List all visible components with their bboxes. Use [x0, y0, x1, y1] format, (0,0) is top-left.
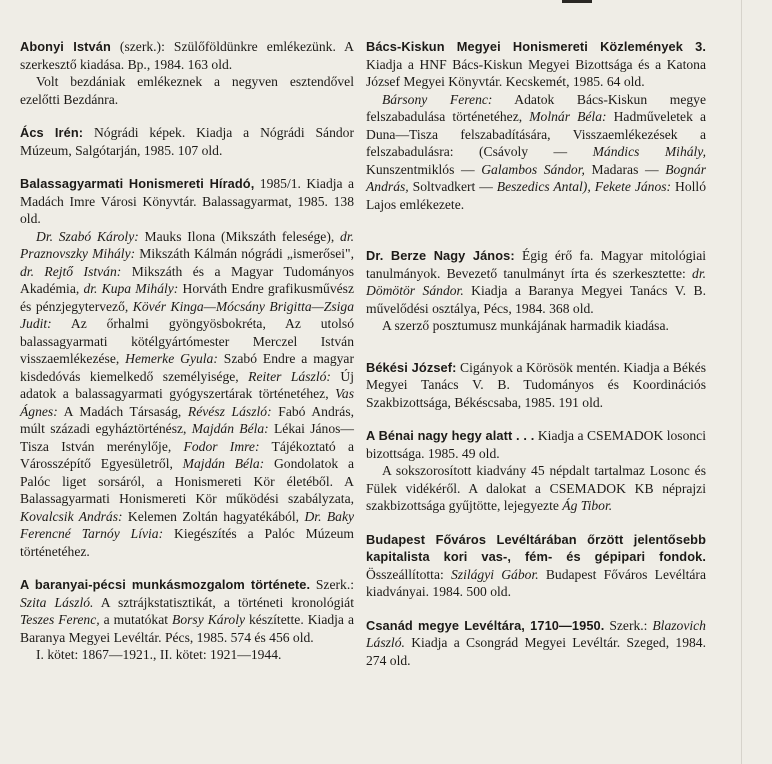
entry-title: Balassagyarmati Honismereti Híradó, — [20, 176, 255, 191]
entry-title: Csanád megye Levéltára, 1710—1950. — [366, 617, 605, 633]
entry-balassagyarmat — [20, 175, 354, 560]
entry-text: Abonyi István (szerk.): Szülőföldünkre emlékezünk. A szerkesztő kiadása. Bp., 1984. 163 old. — [20, 39, 354, 72]
entry-note: I. kötet: 1867—1921., II. kötet: 1921—1944. — [36, 647, 282, 662]
entry-bacs-kiskun — [366, 38, 706, 213]
entry-baranyai-pecsi — [20, 576, 354, 664]
entry-title: Budapest Főváros Levéltárában őrzött jelentősebb kapitalista kori vas-, fém- és gépipari fondok. — [366, 531, 706, 564]
entry-budapest — [366, 531, 706, 601]
entry-text: Bács-Kiskun Megyei Honismereti Közlemények 3. Kiadja a HNF Bács-Kiskun Megyei Bizottsága és a Katona József Megyei Könyvtár. Kecskemét, 1985. 64 old. — [366, 39, 706, 89]
entry-text: Budapest Főváros Levéltárában őrzött jelentősebb kapitalista kori vas-, fém- és gépipari fondok. Összeállította: Szilágyi Gábor. Budapest Főváros Levéltára kiadványai. 1984. 500 old. — [366, 531, 706, 599]
entry-text: Balassagyarmati Honismereti Híradó, 1985/1. Kiadja a Madách Imre Városi Könyvtár. Balassagyarmat, 1985. 138 old. — [20, 176, 354, 226]
entry-csanad — [366, 617, 706, 670]
entry-text: Dr. Berze Nagy János: Égig érő fa. Magyar mitológiai tanulmányok. Bevezető tanulmányt írta és szerkesztette: dr. Dömötör Sándor. Kiadja a Baranya Megyei Tanács V. B. művelődési osztálya, Pécs, 1984. 368 old. — [366, 248, 706, 316]
page-edge-shadow — [741, 0, 742, 764]
right-column — [366, 38, 706, 685]
entry-bekesi — [366, 359, 706, 412]
entry-title: Dr. Berze Nagy János: — [366, 248, 515, 263]
entry-title: A Bénai nagy hegy alatt . . . — [366, 428, 535, 443]
entry-note: Volt bezdániak emlékeznek a negyven esztendővel ezelőtti Bezdánra. — [20, 74, 354, 107]
entry-contents: Dr. Szabó Károly: Mauks Ilona (Mikszáth felesége), dr. Praznovszky Mihály: Mikszáth Kálmán nógrádi „ismerősei", dr. Rejtő István: Mikszáth és a Magyar Tudományos Akadémia, dr. Kupa Mihály: Horváth Endre grafikusművész és pénzjegytervező, Kövér Kinga—Mócsány Brigitta—Zsiga Judit: Az őrhalmi gyöngyösbokréta, Az utolsó balassagyarmati kötélgyártómester Merczel István visszaemlékezése, Hemerke Gyula: Szabó Endre a magyar kisdedóvás kiemelkedő személyisége, Reiter László: Új adatok a balassagyarmati gyógyszertárak történetéhez, Vas Ágnes: A Madách Társaság, Révész László: Fabó András, múlt századi egyháztörténész, Majdán Béla: Lékai János—Tisza István merénylője, Fodor Imre: Tájékoztató a Városszépítő Egyesületről, Majdán Béla: Gondolatok a Palóc liget sorsáról, a Honismereti Kör életéből. A Balassagyarmati Honismereti Kör működési szabályzata, Kovalcsik András: Kelemen Zoltán hagyatékából, Dr. Baky Ferencné Tarnóy Lívia: Kiegészítés a Palóc Múzeum történetéhez. — [20, 228, 355, 559]
top-edge-mark — [562, 0, 592, 3]
entry-berze-nagy — [366, 247, 706, 335]
entry-title: Bács-Kiskun Megyei Honismereti Közlemények 3. — [366, 39, 706, 54]
entry-title: Ács Irén: — [20, 125, 84, 140]
entry-title: Békési József: — [366, 359, 457, 375]
entry-text: Ács Irén: Nógrádi képek. Kiadja a Nógrádi Sándor Múzeum, Salgótarján, 1985. 107 old. — [20, 125, 354, 158]
entry-title: A baranyai-pécsi munkásmozgalom története. — [20, 577, 311, 592]
entry-note: A szerző posztumusz munkájának harmadik kiadása. — [382, 318, 669, 333]
entry-text: A Bénai nagy hegy alatt . . . Kiadja a CSEMADOK losonci bizottsága. 1985. 49 old. — [366, 428, 706, 461]
entry-abonyi — [20, 38, 354, 108]
entry-title: Abonyi István — [20, 39, 111, 54]
entry-text: A baranyai-pécsi munkásmozgalom története. Szerk.: Szita László. A sztrájkstatisztikát, a történeti kronológiát Teszes Ferenc, a mutatókat Borsy Károly készítette. Kiadja a Baranya Megyei Levéltár. Pécs, 1985. 574 és 456 old. — [20, 577, 354, 645]
entry-contents: Bársony Ferenc: Adatok Bács-Kiskun megye felszabadulása történetéhez, Molnár Béla: Hadműveletek a Duna—Tisza felszabadítására, Visszaemlékezések a felszabadulásra: (Csávoly — Mándics Mihály, Kunszentmiklós — Galambos Sándor, Madaras — Bognár András, Soltvadkert — Beszedics Antal), Fekete János: Holló Lajos emlékezete. — [366, 91, 707, 212]
entry-note: A sokszorosított kiadvány 45 népdalt tartalmaz Losonc és Fülek vidékéről. A dalokat a CSEMADOK KB néprajzi szakbizottsága gyűjtötte, lejegyezte Ág Tibor. — [366, 463, 706, 513]
entry-benai — [366, 427, 706, 515]
left-column — [20, 38, 354, 680]
entry-text: Békési József: Cigányok a Körösök mentén. Kiadja a Békés Megyei Tanács V. B. Tudományos és Koordinációs Szakbizottsága, Békéscsaba, 1985. 191 old. — [366, 359, 707, 410]
entry-text: Csanád megye Levéltára, 1710—1950. Szerk.: Blazovich László. Kiadja a Csongrád Megyei Levéltár. Szeged, 1984. 274 old. — [366, 617, 706, 668]
entry-acs — [20, 124, 354, 159]
